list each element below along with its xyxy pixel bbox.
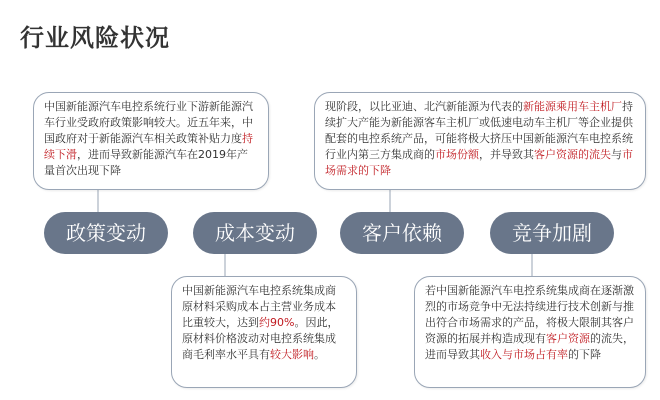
competition-text-1: 若中国新能源汽车电控系统集成商在逐渐激烈的市场竞争中无法持续进行技术创新与推出符合市场需求的产品，将极大限制其客户资源的拓展并构造成现有 — [425, 284, 634, 345]
policy-highlight-1: 持续下滑 — [44, 132, 253, 161]
category-policy-change: 政策变动 — [44, 212, 168, 254]
competition-highlight-2: 收入与市场占有率 — [480, 348, 568, 361]
cost-change-description — [171, 276, 357, 388]
page-title: 行业风险状况 — [20, 23, 170, 52]
cost-text-3: 。 — [314, 348, 325, 361]
customer-text-1: 现阶段，以比亚迪、北汽新能源为代表的 — [325, 100, 523, 113]
customer-dependence-description — [314, 92, 646, 190]
customer-text-2: 持续扩大产能为新能源客车主机厂或低速电动车主机厂等企业提供配套的电控系统产品，可能将极大挤压中国新能源汽车电控系统行业内第三方集成商的 — [325, 100, 633, 161]
category-cost-change: 成本变动 — [193, 212, 317, 254]
cost-text-2: 。因此，原材料价格波动对电控系统集成商毛利率水平具有 — [182, 316, 339, 361]
policy-text-1: 中国新能源汽车电控系统行业下游新能源汽车行业受政府政策影响较大。近五年来，中国政府对于新能源汽车相关政策补贴力度 — [44, 100, 253, 145]
competition-text-3: 的下降 — [568, 348, 601, 361]
competition-description — [414, 276, 646, 388]
policy-change-description — [33, 92, 269, 190]
competition-highlight-1: 客户资源 — [546, 332, 590, 345]
customer-highlight-4: 市场需求的下降 — [325, 148, 633, 177]
customer-highlight-3: 客户资源的流失 — [534, 148, 611, 161]
category-competition: 竞争加剧 — [490, 212, 614, 254]
cost-text-1: 中国新能源汽车电控系统集成商原材料采购成本占主营业务成本比重较大，达到 — [182, 284, 336, 329]
cost-highlight-1: 约90% — [259, 316, 295, 329]
customer-highlight-2: 市场份额 — [435, 148, 479, 161]
category-customer-dependence: 客户依赖 — [340, 212, 464, 254]
customer-highlight-1: 新能源乘用车主机厂 — [523, 100, 622, 113]
competition-text-2: 的流失，进而导致其 — [425, 332, 634, 361]
cost-highlight-2: 较大影响 — [270, 348, 314, 361]
customer-text-4: 与 — [611, 148, 622, 161]
policy-text-2: ，进而导致新能源汽车在2019年产量首次出现下降 — [44, 148, 248, 177]
customer-text-3: ，并导致其 — [479, 148, 534, 161]
